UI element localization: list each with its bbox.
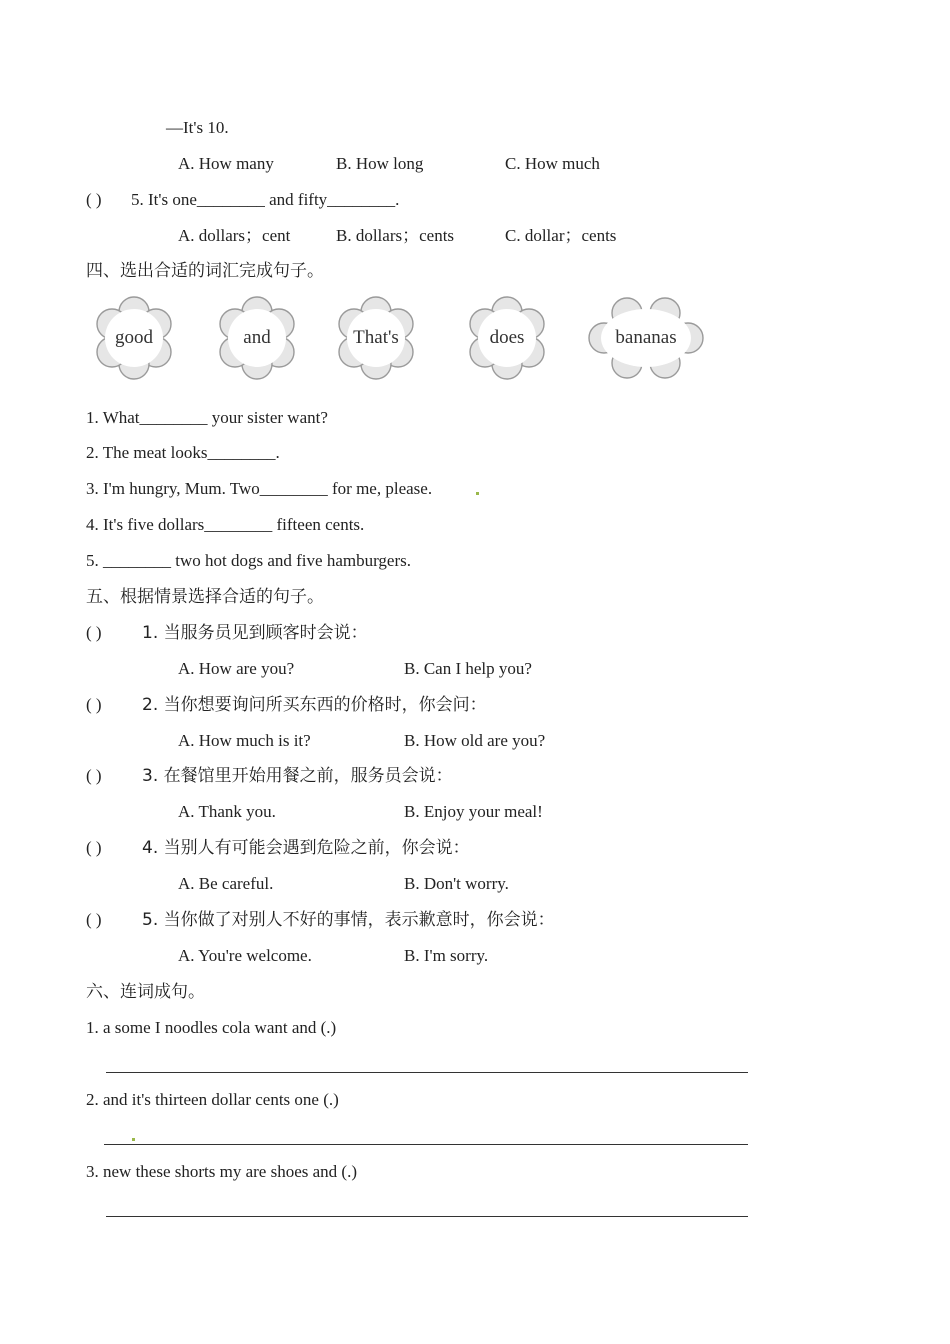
speck-decoration [476,492,479,495]
answer-line[interactable] [106,1072,748,1073]
answer-bracket[interactable]: ( ) [86,190,102,209]
word-bubble-good [92,296,176,380]
option-a: A. Thank you. [178,802,276,821]
answer-bracket[interactable]: ( ) [86,766,102,785]
section-6-title: 六、连词成句。 [86,982,205,1002]
answer-bracket[interactable]: ( ) [86,695,102,714]
option-a: A. How much is it? [178,731,311,750]
answer-bracket[interactable]: ( ) [86,838,102,857]
option-b: B. dollars；cents [336,226,455,245]
option-a: A. You're welcome. [178,946,312,965]
sentence-1: 1. What________ your sister want? [86,408,328,427]
word-label: That's [353,327,399,348]
option-a: A. Be careful. [178,874,274,893]
word-list-2: 2. and it's thirteen dollar cents one (.) [86,1090,339,1109]
word-label: does [489,327,525,348]
option-b: B. I'm sorry. [404,946,489,965]
word-list-1: 1. a some I noodles cola want and (.) [86,1018,337,1037]
word-label: bananas [615,327,677,348]
option-b: B. How old are you? [404,731,546,750]
section-4-title: 四、选出合适的词汇完成句子。 [86,261,324,281]
word-label: and [243,327,271,348]
option-c: C. How much [505,154,600,173]
word-bubble-thats [334,296,418,380]
answer-bracket[interactable]: ( ) [86,623,102,642]
answer-line: —It's 10. [166,118,229,137]
question-text: 2. 当你想要询问所买东西的价格时，你会问： [142,695,487,715]
option-c: C. dollar；cents [505,226,617,245]
word-bubble-and [215,296,299,380]
sentence-2: 2. The meat looks________. [86,443,280,462]
option-a: A. How many [178,154,274,173]
option-b: B. Don't worry. [404,874,509,893]
section-5-title: 五、根据情景选择合适的句子。 [86,587,324,607]
word-bubble-does [465,296,549,380]
option-a: A. dollars；cent [178,226,291,245]
answer-bracket[interactable]: ( ) [86,910,102,929]
question-text: 5. 当你做了对别人不好的事情，表示歉意时，你会说： [142,910,555,930]
question-text: 4. 当别人有可能会遇到危险之前，你会说： [142,838,470,858]
question-text: 3. 在餐馆里开始用餐之前，服务员会说： [142,766,453,786]
sentence-5: 5. ________ two hot dogs and five hamburgers. [86,551,412,570]
sentence-3: 3. I'm hungry, Mum. Two________ for me, please. [86,479,433,498]
word-list-3: 3. new these shorts my are shoes and (.) [86,1162,357,1181]
option-b: B. Enjoy your meal! [404,802,543,821]
question-text: 1. 当服务员见到顾客时会说： [142,623,368,643]
word-label: good [115,327,153,348]
answer-line[interactable] [106,1216,748,1217]
option-b: B. How long [336,154,424,173]
question-5-text: 5. It's one________ and fifty________. [131,190,400,209]
answer-line[interactable] [104,1144,748,1145]
option-b: B. Can I help you? [404,659,532,678]
speck-decoration [132,1138,135,1141]
option-a: A. How are you? [178,659,295,678]
word-bubble-bananas [587,296,705,380]
sentence-4: 4. It's five dollars________ fifteen cents. [86,515,365,534]
